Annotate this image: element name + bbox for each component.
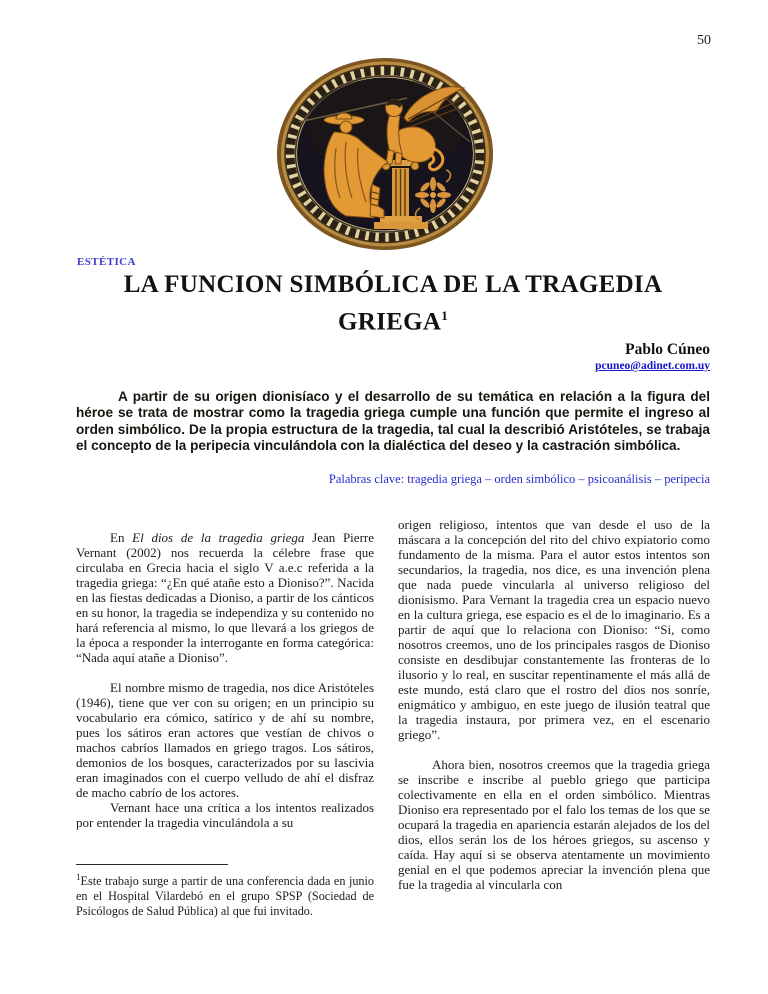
body-paragraph: Ahora bien, nosotros creemos que la tragedia griega se inscribe e inscribe al pueblo griego que participa colectivamente en ella en el orden simbólico. Mientras Dioniso era representado por el falo los temas de los que se ocupará la tragedia en apariencia estarán alejados de los del dios, ellos serán los de los héroes griegos, su ascenso y caída. Hay aquí si se observa atentamente un movimiento genial en el que podemos apreciar la invención plena que fue la tragedia al vincularla con <box>398 757 710 892</box>
article-title-line2: GRIEGA <box>337 308 442 336</box>
left-column <box>76 530 374 830</box>
abstract-text: A partir de su origen dionisíaco y el desarrollo de su temática en relación a la figura del héroe se trata de mostrar como la tragedia griega cumple una función que permite el ingreso al orden simbólico. De la propia estructura de la tragedia, tal cual la describió Aristóteles, se trabaja el concepto de la peripecia vinculándola con la dialéctica del deseo y la castración simbólica. <box>76 389 710 454</box>
footnote-text: $^1$Este trabajo surge a partir de una conferencia dada en junio en el Hospital Vilardebó en el grupo SPSP (Sociedad de Psicólogos de Salud Pública) al que fui invitado. <box>76 872 374 919</box>
right-column <box>398 517 710 892</box>
kylix-oedipus-sphinx-image <box>276 56 494 254</box>
page-number: 50 <box>697 33 711 48</box>
title-footnote-ref: 1 <box>441 308 449 323</box>
article-title-line1: LA FUNCION SIMBÓLICA DE LA TRAGEDIA <box>123 271 663 298</box>
section-label: ESTÉTICA <box>77 256 136 268</box>
body-paragraph: Vernant hace una crítica a los intentos realizados por entender la tragedia vinculándola a su <box>76 800 374 830</box>
author-email-link[interactable]: pcuneo@adinet.com.uy <box>595 360 710 372</box>
footnote-separator <box>76 864 228 865</box>
body-paragraph: En El dios de la tragedia griega Jean Pierre Vernant (2002) nos recuerda la célebre frase que circulaba en Grecia hacia el siglo V a.e.c referida a la tragedia griega: “¿En qué atañe esto a Dioniso?”. Nacida en las fiestas dedicadas a Dioniso, a partir de los cánticos en su honor, la tragedia se independiza y su contenido no hará referencia al mismo, lo que llevará a los griegos de la época a responder la interrogante en forma categórica: “Nada aquí atañe a Dioniso”. <box>76 530 374 665</box>
footnote-ref: 1 <box>76 872 81 882</box>
article-title <box>66 269 720 337</box>
author-name: Pablo Cúneo <box>625 341 710 358</box>
body-paragraph: El nombre mismo de tragedia, nos dice Aristóteles (1946), tiene que ver con su origen; en un principio su vocabulario era cómico, satírico y de ahí su nombre, pues los sátiros eran actores que vestían de chivos o machos cabríos llamados en griego tragos. Los sátiros, demonios de los bosques, caracterizados por su lascivia eran imaginados con el cuerpo velludo de ahí el disfraz de macho cabrío de los actores. <box>76 680 374 800</box>
keywords-line: Palabras clave: tragedia griega – orden simbólico – psicoanálisis – peripecia <box>328 472 710 486</box>
body-paragraph: origen religioso, intentos que van desde el uso de la máscara a la concepción del rito del chivo expiatorio como fundamento de la misma. Para el autor estos intentos son secundarios, la tragedia, nos dice, es una invención plena que nada puede vincularla al universo religioso del dionisismo. Para Vernant la tragedia crea un espacio nuevo en la cultura griega, ese espacio es el de lo imaginario. Es a partir de aquí que lo relaciona con Dioniso: “Si, como nosotros creemos, uno de los principales rasgos de Dioniso consiste en desdibujar constantemente las fronteras de lo ilusorio y lo real, en suscitar repentinamente el más allá de este mundo, está claro que el rostro del dios nos sonríe, enigmático y ambiguo, en este juego de ilusión teatral que la tragedia instaura, por primera vez, en el escenario griego”. <box>398 517 710 742</box>
byline <box>76 341 710 373</box>
footnote-block <box>76 864 374 919</box>
kylix-figure-icon <box>276 56 494 254</box>
